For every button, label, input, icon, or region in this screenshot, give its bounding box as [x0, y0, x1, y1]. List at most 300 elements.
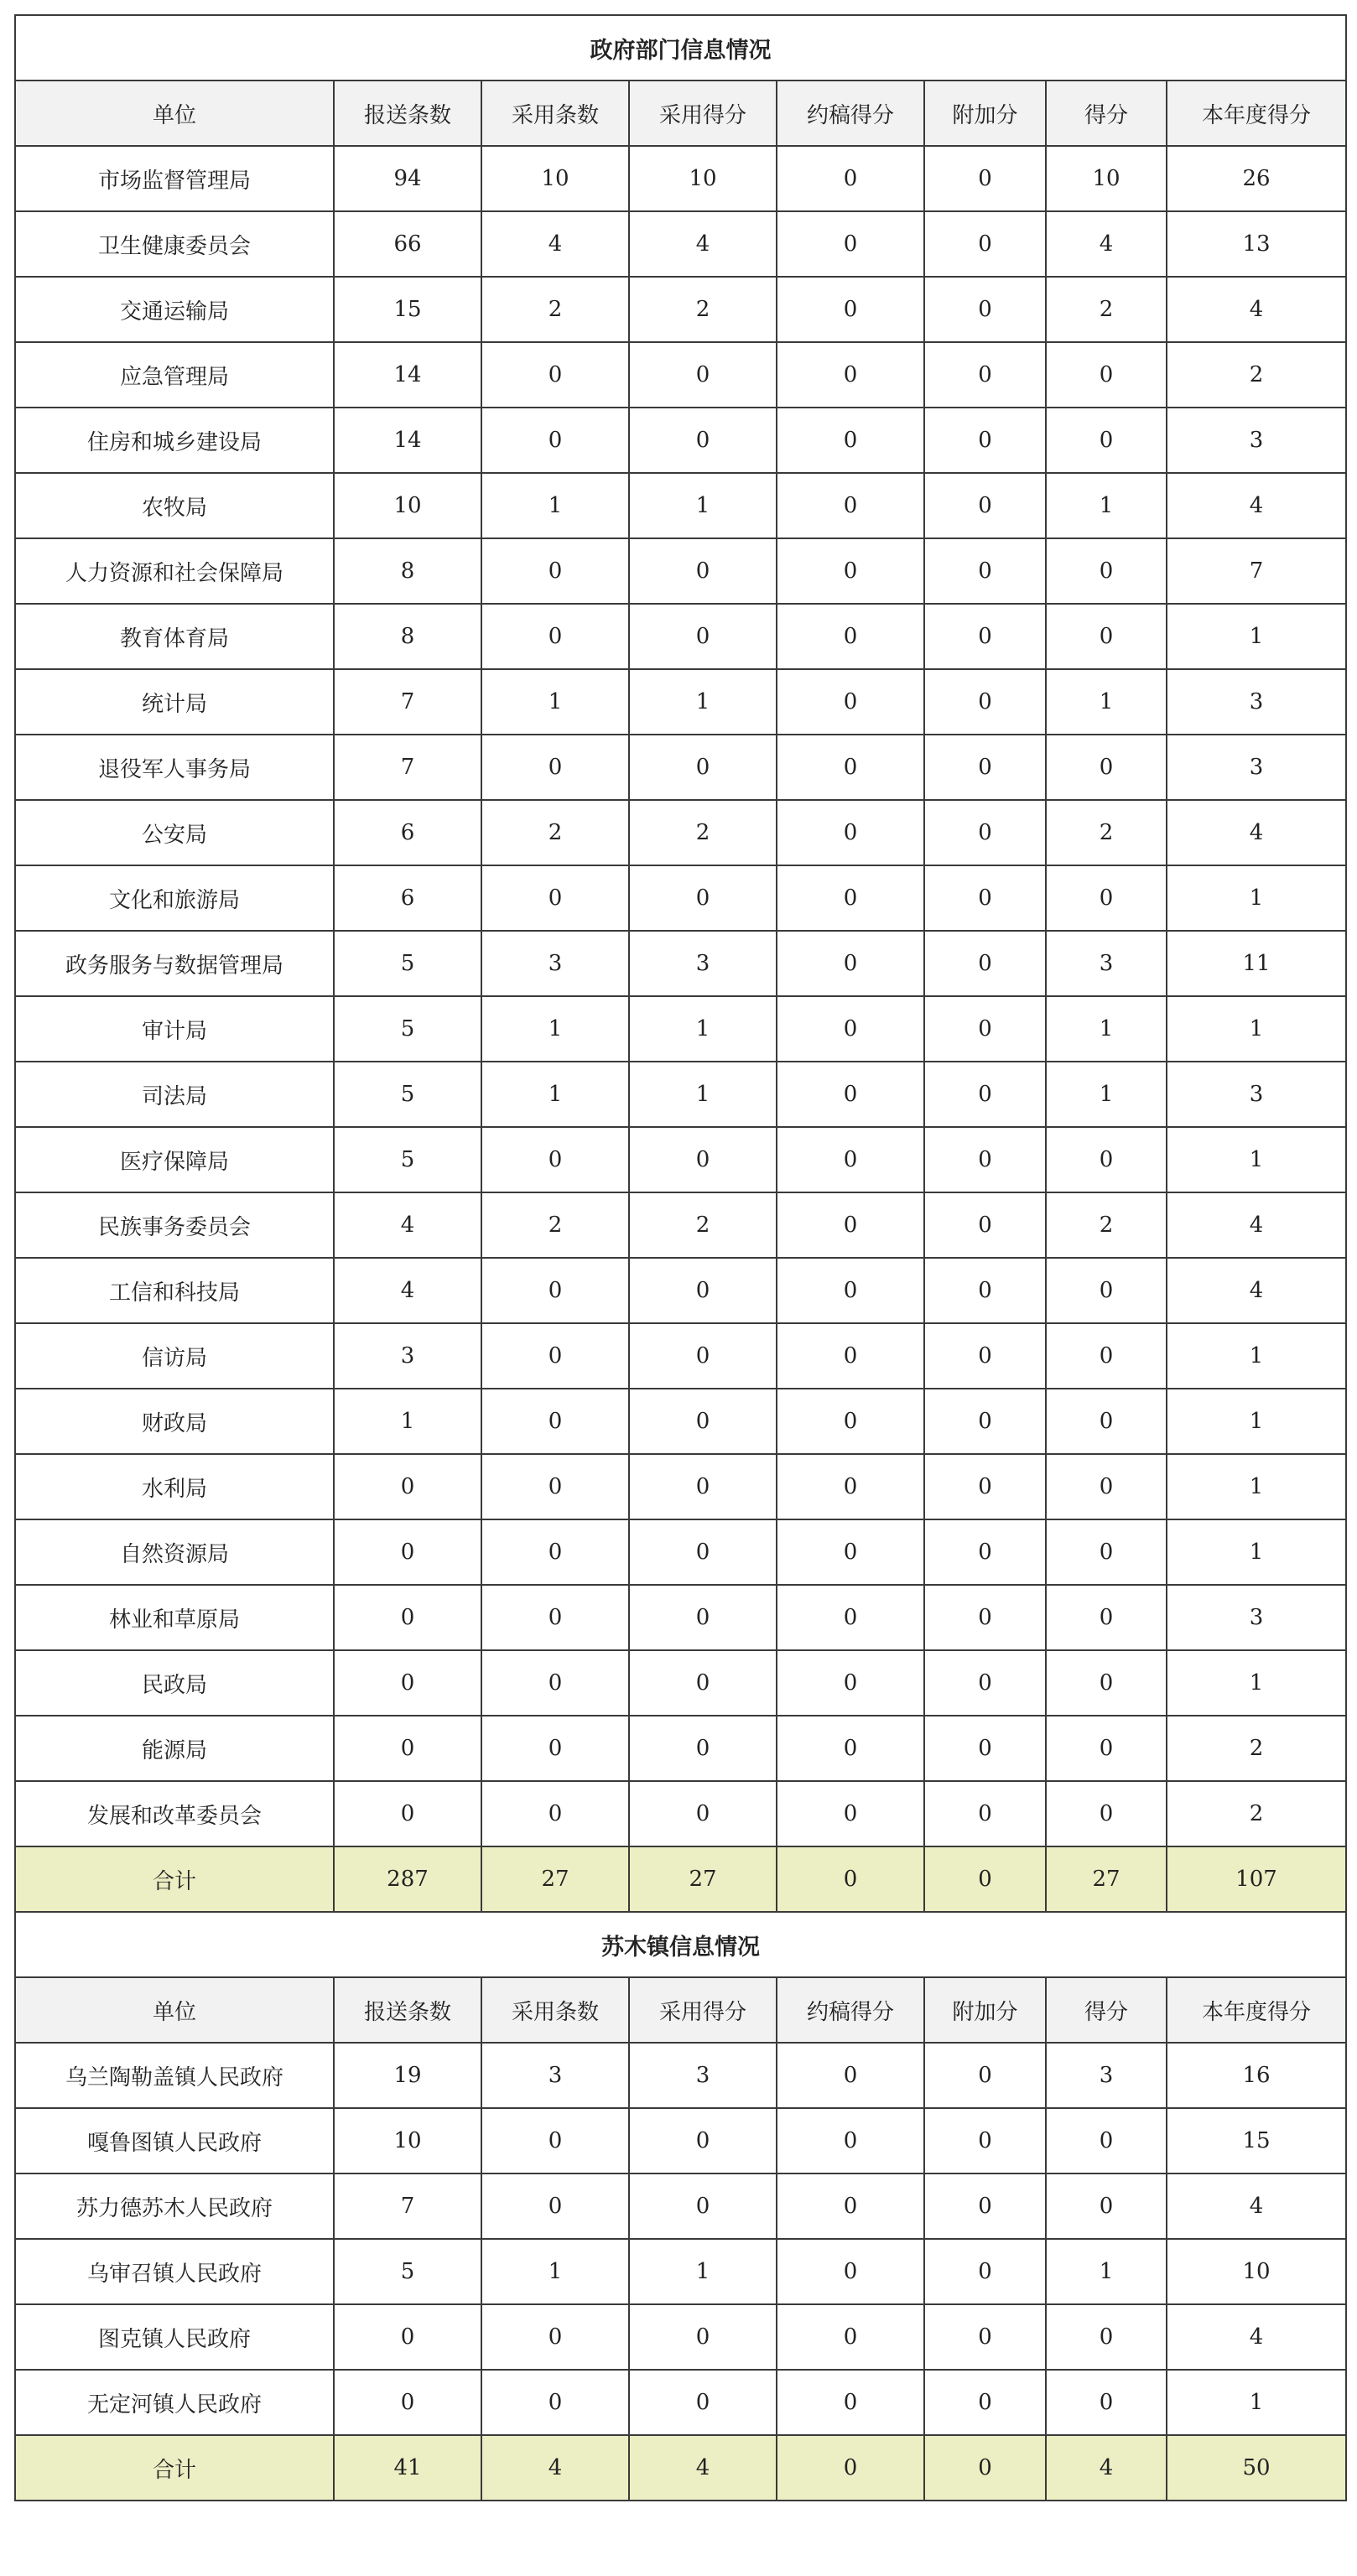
value-cell: 0: [1046, 1716, 1167, 1781]
value-cell: 11: [1167, 931, 1346, 996]
value-cell: 0: [629, 1585, 777, 1650]
value-cell: 3: [1167, 669, 1346, 735]
value-cell: 0: [481, 1519, 629, 1585]
table-row: [15, 1585, 1346, 1650]
value-cell: 0: [1046, 1323, 1167, 1389]
value-cell: 0: [1046, 1127, 1167, 1192]
value-cell: 3: [1167, 1062, 1346, 1127]
value-cell: 0: [777, 996, 924, 1062]
unit-name-cell: 人力资源和社会保障局: [15, 538, 334, 604]
unit-name-cell: 乌兰陶勒盖镇人民政府: [15, 2043, 334, 2108]
value-cell: 0: [1046, 2304, 1167, 2370]
value-cell: 1: [629, 473, 777, 538]
value-cell: 0: [777, 1781, 924, 1846]
value-cell: 3: [1167, 1585, 1346, 1650]
value-cell: 0: [334, 1716, 481, 1781]
table-row: [15, 996, 1346, 1062]
value-cell: 0: [924, 669, 1046, 735]
value-cell: 0: [1046, 538, 1167, 604]
value-cell: 0: [924, 408, 1046, 473]
value-cell: 0: [334, 1585, 481, 1650]
value-cell: 14: [334, 342, 481, 408]
value-cell: 0: [481, 1650, 629, 1716]
value-cell: 0: [924, 931, 1046, 996]
column-header: 约稿得分: [777, 80, 924, 146]
unit-name-cell: 无定河镇人民政府: [15, 2370, 334, 2435]
unit-name-cell: 图克镇人民政府: [15, 2304, 334, 2370]
unit-name-cell: 乌审召镇人民政府: [15, 2239, 334, 2304]
towns-section-title: 苏木镇信息情况: [15, 1912, 1346, 1977]
value-cell: 0: [1046, 1585, 1167, 1650]
table-row: [15, 669, 1346, 735]
value-cell: 0: [924, 2108, 1046, 2174]
value-cell: 1: [1046, 996, 1167, 1062]
value-cell: 0: [481, 1781, 629, 1846]
table-row: [15, 735, 1346, 800]
value-cell: 0: [334, 1781, 481, 1846]
unit-name-cell: 水利局: [15, 1454, 334, 1519]
value-cell: 0: [481, 1585, 629, 1650]
value-cell: 0: [1046, 2108, 1167, 2174]
value-cell: 26: [1167, 146, 1346, 211]
value-cell: 3: [1046, 931, 1167, 996]
unit-name-cell: 教育体育局: [15, 604, 334, 669]
value-cell: 0: [777, 865, 924, 931]
value-cell: 0: [924, 2174, 1046, 2239]
government-title-row: [15, 15, 1346, 80]
value-cell: 14: [334, 408, 481, 473]
value-cell: 2: [629, 1192, 777, 1258]
value-cell: 0: [777, 408, 924, 473]
value-cell: 15: [1167, 2108, 1346, 2174]
value-cell: 0: [924, 1585, 1046, 1650]
value-cell: 66: [334, 211, 481, 277]
value-cell: 1: [1046, 2239, 1167, 2304]
value-cell: 0: [777, 146, 924, 211]
value-cell: 0: [481, 538, 629, 604]
value-cell: 1: [334, 1389, 481, 1454]
value-cell: 2: [629, 277, 777, 342]
value-cell: 1: [629, 669, 777, 735]
value-cell: 0: [924, 1716, 1046, 1781]
value-cell: 0: [629, 1389, 777, 1454]
value-cell: 0: [1046, 342, 1167, 408]
column-header: 单位: [15, 1977, 334, 2043]
unit-name-cell: 能源局: [15, 1716, 334, 1781]
value-cell: 0: [1046, 1781, 1167, 1846]
unit-name-cell: 嘎鲁图镇人民政府: [15, 2108, 334, 2174]
value-cell: 0: [777, 1258, 924, 1323]
value-cell: 3: [481, 2043, 629, 2108]
unit-name-cell: 文化和旅游局: [15, 865, 334, 931]
value-cell: 0: [1046, 865, 1167, 931]
value-cell: 0: [924, 1781, 1046, 1846]
value-cell: 0: [481, 1454, 629, 1519]
table-row: [15, 1781, 1346, 1846]
total-label-cell: 合计: [15, 2435, 334, 2501]
value-cell: 0: [777, 1454, 924, 1519]
table-row: [15, 2239, 1346, 2304]
table-row: [15, 1519, 1346, 1585]
value-cell: 19: [334, 2043, 481, 2108]
value-cell: 0: [481, 408, 629, 473]
total-value-cell: 0: [777, 2435, 924, 2501]
value-cell: 0: [1046, 735, 1167, 800]
value-cell: 10: [481, 146, 629, 211]
column-header: 采用条数: [481, 80, 629, 146]
value-cell: 5: [334, 931, 481, 996]
column-header: 采用条数: [481, 1977, 629, 2043]
value-cell: 0: [629, 1781, 777, 1846]
value-cell: 0: [481, 1716, 629, 1781]
table-row: [15, 2108, 1346, 2174]
value-cell: 4: [1167, 1192, 1346, 1258]
total-value-cell: 27: [1046, 1846, 1167, 1912]
value-cell: 6: [334, 865, 481, 931]
value-cell: 0: [924, 2370, 1046, 2435]
value-cell: 0: [777, 2239, 924, 2304]
table-row: [15, 146, 1346, 211]
total-value-cell: 107: [1167, 1846, 1346, 1912]
value-cell: 0: [481, 865, 629, 931]
value-cell: 1: [1046, 473, 1167, 538]
column-header: 得分: [1046, 80, 1167, 146]
value-cell: 0: [924, 1258, 1046, 1323]
total-value-cell: 50: [1167, 2435, 1346, 2501]
column-header: 本年度得分: [1167, 1977, 1346, 2043]
value-cell: 2: [481, 800, 629, 865]
value-cell: 1: [481, 669, 629, 735]
value-cell: 0: [924, 2239, 1046, 2304]
value-cell: 0: [629, 342, 777, 408]
value-cell: 0: [629, 865, 777, 931]
value-cell: 0: [777, 669, 924, 735]
value-cell: 0: [1046, 1650, 1167, 1716]
value-cell: 0: [629, 1258, 777, 1323]
value-cell: 0: [924, 2304, 1046, 2370]
value-cell: 0: [777, 277, 924, 342]
value-cell: 0: [629, 604, 777, 669]
value-cell: 0: [777, 211, 924, 277]
column-header: 报送条数: [334, 80, 481, 146]
value-cell: 0: [777, 1062, 924, 1127]
value-cell: 8: [334, 604, 481, 669]
total-value-cell: 287: [334, 1846, 481, 1912]
table-row: [15, 538, 1346, 604]
value-cell: 0: [777, 2304, 924, 2370]
column-header: 采用得分: [629, 80, 777, 146]
value-cell: 1: [1167, 604, 1346, 669]
unit-name-cell: 工信和科技局: [15, 1258, 334, 1323]
value-cell: 0: [924, 735, 1046, 800]
value-cell: 0: [924, 146, 1046, 211]
government-total-row: [15, 1846, 1346, 1912]
value-cell: 4: [1167, 473, 1346, 538]
government-header-row: [15, 80, 1346, 146]
value-cell: 0: [481, 342, 629, 408]
value-cell: 1: [1167, 2370, 1346, 2435]
value-cell: 94: [334, 146, 481, 211]
value-cell: 0: [924, 1062, 1046, 1127]
value-cell: 1: [1167, 1454, 1346, 1519]
total-label-cell: 合计: [15, 1846, 334, 1912]
value-cell: 4: [1167, 277, 1346, 342]
value-cell: 10: [334, 473, 481, 538]
value-cell: 0: [924, 342, 1046, 408]
value-cell: 1: [1167, 1323, 1346, 1389]
value-cell: 1: [1167, 1127, 1346, 1192]
value-cell: 0: [1046, 2174, 1167, 2239]
value-cell: 4: [1167, 1258, 1346, 1323]
value-cell: 0: [481, 604, 629, 669]
value-cell: 0: [481, 735, 629, 800]
value-cell: 0: [334, 2370, 481, 2435]
value-cell: 0: [924, 800, 1046, 865]
total-value-cell: 4: [481, 2435, 629, 2501]
table-row: [15, 211, 1346, 277]
value-cell: 16: [1167, 2043, 1346, 2108]
value-cell: 0: [924, 604, 1046, 669]
column-header: 约稿得分: [777, 1977, 924, 2043]
value-cell: 4: [1046, 211, 1167, 277]
value-cell: 5: [334, 996, 481, 1062]
column-header: 报送条数: [334, 1977, 481, 2043]
value-cell: 4: [1167, 800, 1346, 865]
value-cell: 2: [1167, 1781, 1346, 1846]
value-cell: 0: [629, 538, 777, 604]
value-cell: 10: [1167, 2239, 1346, 2304]
value-cell: 1: [481, 2239, 629, 2304]
value-cell: 3: [1167, 408, 1346, 473]
value-cell: 10: [334, 2108, 481, 2174]
value-cell: 2: [1046, 277, 1167, 342]
unit-name-cell: 统计局: [15, 669, 334, 735]
column-header: 本年度得分: [1167, 80, 1346, 146]
value-cell: 1: [481, 473, 629, 538]
value-cell: 0: [629, 1454, 777, 1519]
value-cell: 2: [629, 800, 777, 865]
table-row: [15, 473, 1346, 538]
value-cell: 1: [481, 996, 629, 1062]
value-cell: 0: [1046, 1519, 1167, 1585]
unit-name-cell: 住房和城乡建设局: [15, 408, 334, 473]
value-cell: 0: [777, 1519, 924, 1585]
total-value-cell: 41: [334, 2435, 481, 2501]
total-value-cell: 27: [629, 1846, 777, 1912]
value-cell: 0: [481, 1258, 629, 1323]
total-value-cell: 0: [924, 2435, 1046, 2501]
value-cell: 0: [777, 538, 924, 604]
unit-name-cell: 农牧局: [15, 473, 334, 538]
value-cell: 0: [777, 1389, 924, 1454]
value-cell: 10: [629, 146, 777, 211]
value-cell: 1: [1046, 669, 1167, 735]
value-cell: 0: [777, 1127, 924, 1192]
unit-name-cell: 政务服务与数据管理局: [15, 931, 334, 996]
value-cell: 10: [1046, 146, 1167, 211]
value-cell: 0: [629, 2174, 777, 2239]
unit-name-cell: 司法局: [15, 1062, 334, 1127]
value-cell: 7: [1167, 538, 1346, 604]
unit-name-cell: 医疗保障局: [15, 1127, 334, 1192]
unit-name-cell: 苏力德苏木人民政府: [15, 2174, 334, 2239]
value-cell: 0: [1046, 1258, 1167, 1323]
value-cell: 0: [924, 996, 1046, 1062]
value-cell: 0: [777, 1323, 924, 1389]
value-cell: 0: [481, 2370, 629, 2435]
table-row: [15, 1389, 1346, 1454]
total-value-cell: 27: [481, 1846, 629, 1912]
value-cell: 0: [1046, 2370, 1167, 2435]
value-cell: 1: [1167, 865, 1346, 931]
value-cell: 0: [777, 1650, 924, 1716]
table-row: [15, 2304, 1346, 2370]
value-cell: 5: [334, 1062, 481, 1127]
table-row: [15, 1062, 1346, 1127]
value-cell: 0: [777, 473, 924, 538]
column-header: 采用得分: [629, 1977, 777, 2043]
table-row: [15, 1258, 1346, 1323]
value-cell: 0: [481, 1389, 629, 1454]
value-cell: 0: [924, 277, 1046, 342]
towns-title-row: [15, 1912, 1346, 1977]
table-row: [15, 2370, 1346, 2435]
unit-name-cell: 应急管理局: [15, 342, 334, 408]
value-cell: 2: [481, 277, 629, 342]
column-header: 附加分: [924, 80, 1046, 146]
unit-name-cell: 信访局: [15, 1323, 334, 1389]
value-cell: 0: [629, 1650, 777, 1716]
value-cell: 0: [629, 1127, 777, 1192]
unit-name-cell: 市场监督管理局: [15, 146, 334, 211]
value-cell: 0: [924, 1454, 1046, 1519]
table-row: [15, 2043, 1346, 2108]
table-row: [15, 1192, 1346, 1258]
unit-name-cell: 林业和草原局: [15, 1585, 334, 1650]
value-cell: 0: [777, 2174, 924, 2239]
total-value-cell: 4: [629, 2435, 777, 2501]
value-cell: 3: [481, 931, 629, 996]
value-cell: 0: [481, 1127, 629, 1192]
column-header: 得分: [1046, 1977, 1167, 2043]
value-cell: 0: [334, 2304, 481, 2370]
value-cell: 7: [334, 669, 481, 735]
value-cell: 7: [334, 2174, 481, 2239]
government-section-title: 政府部门信息情况: [15, 15, 1346, 80]
total-value-cell: 0: [777, 1846, 924, 1912]
value-cell: 0: [777, 2108, 924, 2174]
value-cell: 1: [629, 1062, 777, 1127]
unit-name-cell: 审计局: [15, 996, 334, 1062]
value-cell: 6: [334, 800, 481, 865]
unit-name-cell: 民族事务委员会: [15, 1192, 334, 1258]
value-cell: 0: [777, 735, 924, 800]
table-row: [15, 1716, 1346, 1781]
value-cell: 8: [334, 538, 481, 604]
column-header: 附加分: [924, 1977, 1046, 2043]
value-cell: 0: [924, 211, 1046, 277]
unit-name-cell: 公安局: [15, 800, 334, 865]
value-cell: 0: [924, 1192, 1046, 1258]
value-cell: 1: [1167, 1650, 1346, 1716]
value-cell: 0: [924, 1389, 1046, 1454]
value-cell: 0: [924, 473, 1046, 538]
value-cell: 0: [777, 342, 924, 408]
value-cell: 1: [1046, 1062, 1167, 1127]
table-row: [15, 1127, 1346, 1192]
value-cell: 4: [481, 211, 629, 277]
value-cell: 0: [629, 1716, 777, 1781]
value-cell: 0: [924, 1519, 1046, 1585]
value-cell: 1: [1167, 1389, 1346, 1454]
value-cell: 0: [481, 2174, 629, 2239]
value-cell: 0: [334, 1454, 481, 1519]
value-cell: 5: [334, 1127, 481, 1192]
value-cell: 0: [1046, 1454, 1167, 1519]
table-row: [15, 800, 1346, 865]
value-cell: 0: [777, 1192, 924, 1258]
value-cell: 0: [924, 1127, 1046, 1192]
table-row: [15, 604, 1346, 669]
value-cell: 0: [334, 1650, 481, 1716]
table-row: [15, 1454, 1346, 1519]
value-cell: 3: [629, 2043, 777, 2108]
value-cell: 0: [777, 604, 924, 669]
unit-name-cell: 民政局: [15, 1650, 334, 1716]
value-cell: 2: [1167, 342, 1346, 408]
value-cell: 3: [1167, 735, 1346, 800]
value-cell: 3: [629, 931, 777, 996]
value-cell: 0: [777, 2370, 924, 2435]
table-row: [15, 2174, 1346, 2239]
value-cell: 1: [629, 2239, 777, 2304]
towns-header-row: [15, 1977, 1346, 2043]
value-cell: 0: [777, 1716, 924, 1781]
value-cell: 0: [777, 1585, 924, 1650]
value-cell: 4: [1167, 2304, 1346, 2370]
value-cell: 13: [1167, 211, 1346, 277]
table-row: [15, 931, 1346, 996]
unit-name-cell: 退役军人事务局: [15, 735, 334, 800]
value-cell: 0: [629, 1519, 777, 1585]
value-cell: 0: [629, 2304, 777, 2370]
value-cell: 4: [629, 211, 777, 277]
value-cell: 0: [629, 408, 777, 473]
towns-total-row: [15, 2435, 1346, 2501]
value-cell: 0: [924, 865, 1046, 931]
table-row: [15, 277, 1346, 342]
value-cell: 0: [1046, 408, 1167, 473]
value-cell: 0: [629, 2108, 777, 2174]
value-cell: 0: [481, 1323, 629, 1389]
value-cell: 0: [777, 2043, 924, 2108]
value-cell: 2: [1167, 1716, 1346, 1781]
value-cell: 0: [1046, 604, 1167, 669]
total-value-cell: 0: [924, 1846, 1046, 1912]
value-cell: 1: [1167, 996, 1346, 1062]
value-cell: 0: [1046, 1389, 1167, 1454]
value-cell: 0: [481, 2304, 629, 2370]
value-cell: 4: [334, 1192, 481, 1258]
unit-name-cell: 财政局: [15, 1389, 334, 1454]
value-cell: 0: [629, 1323, 777, 1389]
table-row: [15, 1650, 1346, 1716]
value-cell: 0: [924, 1323, 1046, 1389]
value-cell: 1: [481, 1062, 629, 1127]
unit-name-cell: 自然资源局: [15, 1519, 334, 1585]
value-cell: 1: [1167, 1519, 1346, 1585]
table-row: [15, 1323, 1346, 1389]
